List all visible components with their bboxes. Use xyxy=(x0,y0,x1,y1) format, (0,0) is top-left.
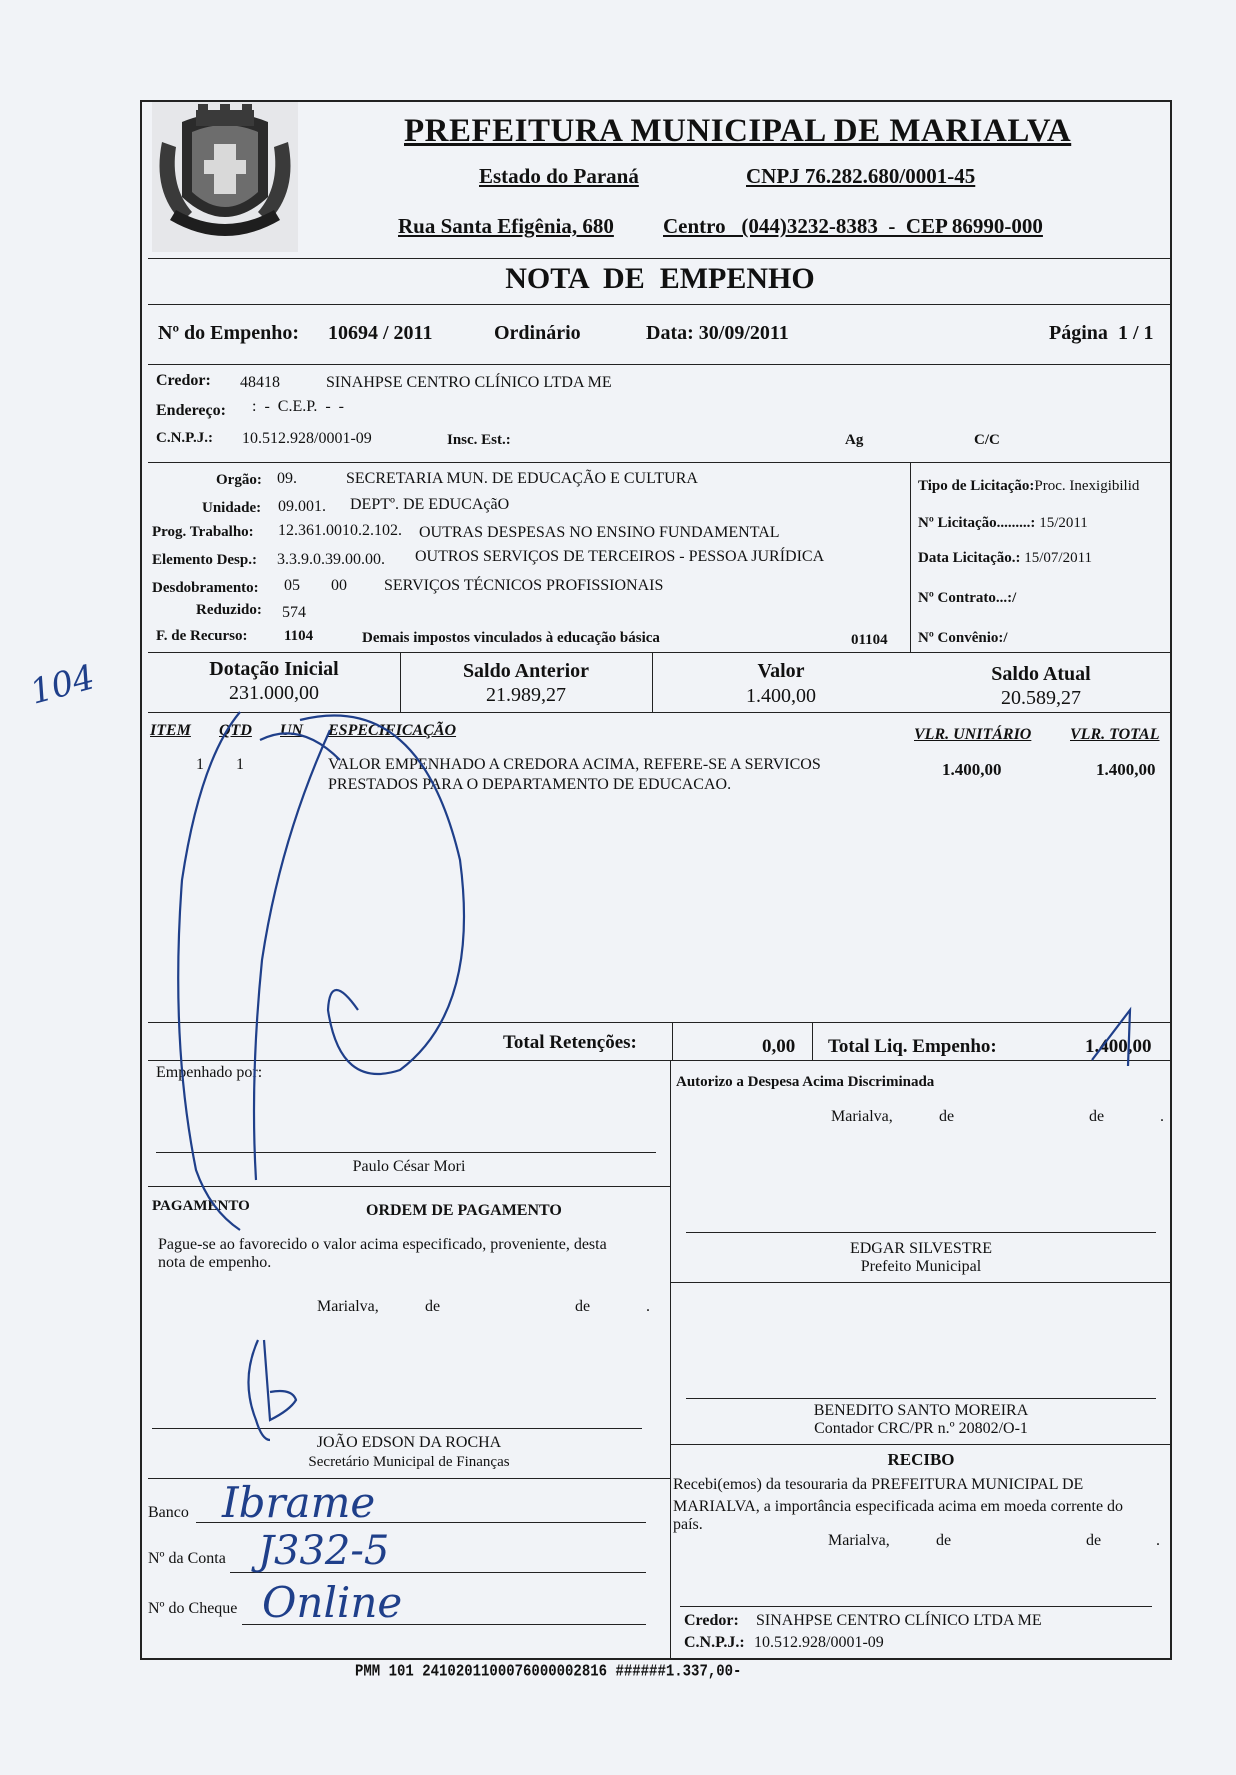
unidade-name: DEPTº. DE EDUCAçãO xyxy=(350,496,510,513)
cheque-label: Nº do Cheque xyxy=(148,1600,238,1617)
col-vlr-total: VLR. TOTAL xyxy=(1070,726,1160,743)
credor-name: SINAHPSE CENTRO CLÍNICO LTDA ME xyxy=(326,374,612,391)
recibo-de1: de xyxy=(936,1532,952,1549)
valor-label: Valor xyxy=(757,660,805,682)
col-especificacao: ESPECIFICAÇÃO xyxy=(328,722,457,739)
saldo-anterior-label: Saldo Anterior xyxy=(462,660,590,682)
autorizo-label: Autorizo a Despesa Acima Discriminada xyxy=(676,1074,935,1090)
pagamento-text2: nota de empenho. xyxy=(158,1254,272,1271)
col-item: ITEM xyxy=(150,722,191,739)
recibo-de2: de xyxy=(1086,1532,1102,1549)
row-espec-line1: VALOR EMPENHADO A CREDORA ACIMA, REFERE-SE A SERVICOS xyxy=(328,756,821,773)
saldo-atual: 20.589,27 xyxy=(1001,687,1081,709)
reduzido-label: Reduzido: xyxy=(196,602,262,618)
contact-line: Centro (044)3232-8383 - CEP 86990-000 xyxy=(663,214,1043,238)
recibo-city: Marialva, xyxy=(828,1532,890,1549)
desdobramento-code1: 05 xyxy=(284,577,300,594)
municipality-title: PREFEITURA MUNICIPAL DE MARIALVA xyxy=(404,113,1072,149)
margin-note: 104 xyxy=(25,657,99,713)
saldo-atual-label: Saldo Atual xyxy=(991,663,1091,685)
fonte-ref: 01104 xyxy=(851,632,888,648)
prog-name: OUTRAS DESPESAS NO ENSINO FUNDAMENTAL xyxy=(419,524,780,541)
conta-handwritten: J332-5 xyxy=(258,1528,390,1574)
convenio-label: Nº Convênio:/ xyxy=(918,630,1008,646)
total-retencoes: 0,00 xyxy=(762,1036,796,1057)
state-name: Estado do Paraná xyxy=(479,164,639,188)
recibo-cnpj-label: C.N.P.J.: xyxy=(684,1634,745,1651)
autorizo-de1: de xyxy=(939,1108,955,1125)
ag-label: Ag xyxy=(845,432,864,448)
secretario-role: Secretário Municipal de Finanças xyxy=(308,1454,510,1470)
cc-label: C/C xyxy=(974,432,1000,448)
pagamento-de1: de xyxy=(425,1298,441,1315)
street-address: Rua Santa Efigênia, 680 xyxy=(398,214,614,238)
insc-est-label: Insc. Est.: xyxy=(447,432,511,448)
recibo-credor: SINAHPSE CENTRO CLÍNICO LTDA ME xyxy=(756,1612,1042,1629)
autorizo-dot: . xyxy=(1160,1108,1164,1125)
elemento-code: 3.3.9.0.39.00.00. xyxy=(277,551,385,568)
address-label: Endereço: xyxy=(156,402,226,419)
desdobramento-code2: 00 xyxy=(331,577,347,594)
cnpj-label: C.N.P.J.: xyxy=(156,430,213,446)
fonte-label: F. de Recurso: xyxy=(156,628,248,644)
address-value: : - C.E.P. - - xyxy=(252,398,344,415)
num-licitacao-label: Nº Licitação.........: xyxy=(918,515,1036,531)
row-qtd: 1 xyxy=(236,756,244,773)
desdobramento-name: SERVIÇOS TÉCNICOS PROFISSIONAIS xyxy=(384,577,664,594)
recibo-credor-label: Credor: xyxy=(684,1612,739,1629)
col-un: UN xyxy=(280,722,304,739)
autorizo-de2: de xyxy=(1089,1108,1105,1125)
prog-code: 12.361.0010.2.102. xyxy=(278,522,402,539)
empenhado-label: Empenhado por: xyxy=(156,1064,263,1081)
fonte-code: 1104 xyxy=(284,628,314,644)
pagamento-label: PAGAMENTO xyxy=(152,1198,250,1214)
unidade-label: Unidade: xyxy=(202,500,262,516)
contador-role: Contador CRC/PR n.º 20802/O-1 xyxy=(814,1420,1028,1437)
row-vlr-total: 1.400,00 xyxy=(1096,760,1156,779)
empenho-number-label: Nº do Empenho: xyxy=(158,322,300,344)
autorizo-city: Marialva, xyxy=(831,1108,893,1125)
pagamento-dot: . xyxy=(646,1298,650,1315)
orgao-name: SECRETARIA MUN. DE EDUCAÇÃO E CULTURA xyxy=(346,470,698,487)
recibo-text2: MARIALVA, a importância especificada acima em moeda corrente do xyxy=(673,1498,1124,1515)
empenho-number: 10694 / 2011 xyxy=(328,322,433,344)
contador-name: BENEDITO SANTO MOREIRA xyxy=(813,1402,1029,1419)
secretario-name: JOÃO EDSON DA ROCHA xyxy=(316,1434,502,1451)
tipo-licitacao-label: Tipo de Licitação: xyxy=(918,478,1035,494)
footer-code: PMM 101 2410201100076000002816 ######1.337,00- xyxy=(355,1662,742,1682)
dotacao-inicial: 231.000,00 xyxy=(229,682,319,704)
page-label: Página xyxy=(1049,322,1108,344)
recibo-title: RECIBO xyxy=(887,1450,955,1469)
saldo-anterior: 21.989,27 xyxy=(486,684,566,706)
total-liq: 1.400,00 xyxy=(1085,1036,1152,1057)
num-licitacao: 15/2011 xyxy=(1039,515,1088,531)
valor: 1.400,00 xyxy=(746,685,816,707)
elemento-name: OUTROS SERVIÇOS DE TERCEIROS - PESSOA JURÍDICA xyxy=(415,548,825,565)
row-item: 1 xyxy=(196,756,204,773)
prefeito-name: EDGAR SILVESTRE xyxy=(849,1240,993,1257)
desdobramento-label: Desdobramento: xyxy=(152,580,259,596)
page-number: 1 / 1 xyxy=(1118,322,1154,344)
document-title: NOTA DE EMPENHO xyxy=(505,262,815,295)
credor-code: 48418 xyxy=(240,374,280,391)
tipo-licitacao: Proc. Inexigibilid xyxy=(1034,478,1140,494)
pagamento-text1: Pague-se ao favorecido o valor acima especificado, proveniente, desta xyxy=(158,1236,607,1253)
recibo-text3: país. xyxy=(673,1516,703,1533)
empenho-date: Data: 30/09/2011 xyxy=(646,322,789,344)
cnpj-header: CNPJ 76.282.680/0001-45 xyxy=(746,164,976,188)
recibo-cnpj: 10.512.928/0001-09 xyxy=(754,1634,884,1651)
dotacao-inicial-label: Dotação Inicial xyxy=(209,658,339,680)
pagamento-city: Marialva, xyxy=(317,1298,379,1315)
empenhado-name: Paulo César Mori xyxy=(352,1158,466,1175)
row-espec-line2: PRESTADOS PARA O DEPARTAMENTO DE EDUCACAO. xyxy=(328,776,732,793)
prefeito-role: Prefeito Municipal xyxy=(860,1258,982,1275)
col-qtd: QTD xyxy=(219,722,252,739)
empenho-type: Ordinário xyxy=(494,322,581,344)
fonte-name: Demais impostos vinculados à educação básica xyxy=(362,630,660,646)
credor-cnpj: 10.512.928/0001-09 xyxy=(242,430,372,447)
row-vlr-unitario: 1.400,00 xyxy=(942,760,1002,779)
banco-label: Banco xyxy=(148,1504,189,1521)
col-vlr-unitario: VLR. UNITÁRIO xyxy=(914,726,1032,743)
pagamento-de2: de xyxy=(575,1298,591,1315)
orgao-code: 09. xyxy=(277,470,297,487)
cheque-handwritten: Online xyxy=(262,1578,403,1627)
data-licitacao-label: Data Licitação.: xyxy=(918,550,1021,566)
recibo-dot: . xyxy=(1156,1532,1160,1549)
total-liq-label: Total Liq. Empenho: xyxy=(828,1036,997,1057)
total-retencoes-label: Total Retenções: xyxy=(503,1032,637,1053)
unidade-code: 09.001. xyxy=(278,498,326,515)
orgao-label: Orgão: xyxy=(216,472,262,488)
credor-label: Credor: xyxy=(156,372,211,389)
data-licitacao: 15/07/2011 xyxy=(1024,550,1093,566)
conta-label: Nº da Conta xyxy=(148,1550,226,1567)
reduzido-value: 574 xyxy=(282,604,306,621)
prog-label: Prog. Trabalho: xyxy=(152,524,254,540)
banco-handwritten: Ibrame xyxy=(222,1478,376,1527)
ordem-pagamento-title: ORDEM DE PAGAMENTO xyxy=(366,1202,562,1219)
recibo-text1: Recebi(emos) da tesouraria da PREFEITURA MUNICIPAL DE xyxy=(673,1476,1084,1493)
elemento-label: Elemento Desp.: xyxy=(152,552,257,568)
contrato-label: Nº Contrato...:/ xyxy=(918,590,1017,606)
